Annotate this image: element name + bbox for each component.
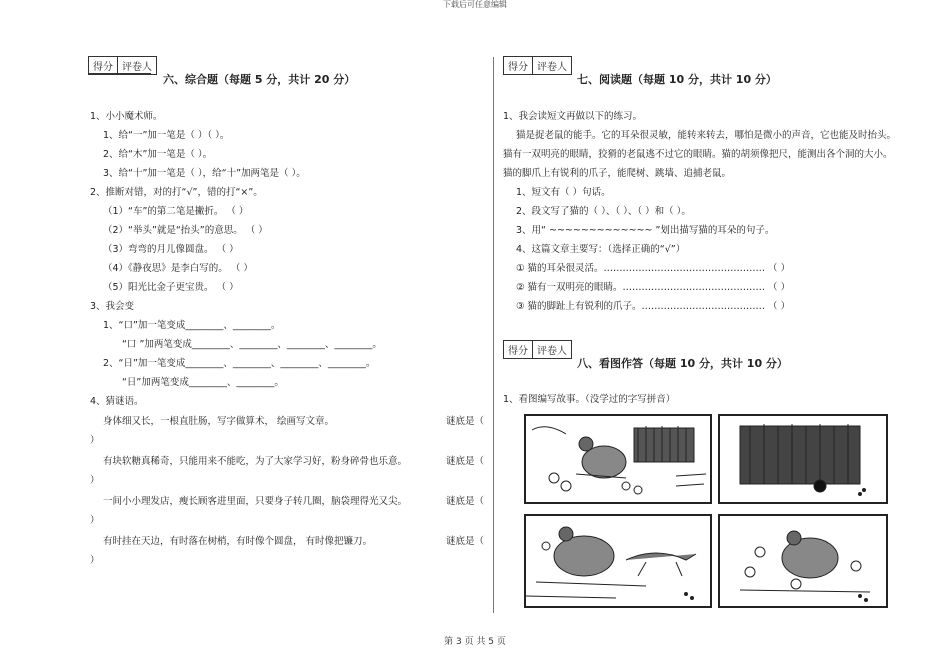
text-line: 3、我会变 xyxy=(90,301,135,312)
text-line: （5）阳光比金子更宝贵。 （ ） xyxy=(103,282,239,293)
grader-label: 评卷人 xyxy=(537,346,567,357)
text-line: 4、这篇文章主要写：（选择正确的“√”） xyxy=(516,244,686,255)
text-line: 4、猜谜语。 xyxy=(90,396,144,407)
text-line: 1、小小魔术师。 xyxy=(90,111,163,122)
text-line: 猫是捉老鼠的能手。它的耳朵很灵敏，能转来转去，哪怕是微小的声音，它也能及时抬头。 xyxy=(516,130,897,141)
text-line: 1、看图编写故事。（没学过的字写拼音） xyxy=(503,394,676,405)
text-line: 2、推断对错，对的打“√”，错的打“×”。 xyxy=(90,187,263,198)
score-label: 得分 xyxy=(504,57,533,74)
text-line: 1、给“一”加一笔是（ ）（ ）。 xyxy=(103,130,230,141)
text-line: 谜底是（ xyxy=(446,536,485,547)
text-line: ③ 猫的脚趾上有锐利的爪子。………………………………… （ ） xyxy=(516,301,791,312)
text-line: （2）“举头”就是“抬头”的意思。 （ ） xyxy=(103,225,268,236)
score-label: 得分 xyxy=(504,341,533,358)
text-line: ） xyxy=(90,555,100,566)
page-footer: 第 3 页 共 5 页 xyxy=(444,637,506,647)
text-line: 3、给“十”加一笔是（ ），给“十”加两笔是（ ）。 xyxy=(103,168,306,179)
text-line: “口 ”加两笔变成________、________、________、________。 xyxy=(122,339,382,350)
text-line: 2、给“木”加一笔是（ ）。 xyxy=(103,149,213,160)
chick-under-fence-illustration xyxy=(720,416,886,502)
hen-and-cat-illustration xyxy=(526,516,710,606)
section-8-title: 八、看图作答（每题 10 分，共计 10 分） xyxy=(577,357,788,370)
text-line: 2、“日”加一笔变成________、________、________、________。 xyxy=(103,358,376,369)
text-line: 3、用“ ~~~~~~~~~~~~~ ”划出描写猫的耳朵的句子。 xyxy=(516,225,775,236)
text-line: 谜底是（ xyxy=(446,496,485,507)
text-line: 1、我会读短文再做以下的练习。 xyxy=(503,111,643,122)
text-line: （1）“车”的第二笔是撇折。 （ ） xyxy=(103,206,249,217)
text-line: ） xyxy=(90,515,100,526)
text-line: 谜底是（ xyxy=(446,416,485,427)
picture-panel-4 xyxy=(718,514,888,608)
score-box-right xyxy=(503,56,572,75)
text-line: ② 猫有一双明亮的眼睛。……………………………………… （ ） xyxy=(516,282,791,293)
picture-panel-3 xyxy=(524,514,712,608)
text-line: 谜底是（ xyxy=(446,456,485,467)
grader-label: 评卷人 xyxy=(122,62,152,73)
score-label: 得分 xyxy=(89,57,118,74)
text-line: “日”加两笔变成________、________。 xyxy=(122,377,284,388)
text-line: 一间小小理发店，瘦长顾客进里面，只要身子转几圈，脑袋理得光又尖。 xyxy=(103,496,408,507)
text-line: 有块软糖真稀奇，只能用来不能吃，为了大家学习好，粉身碎骨也乐意。 xyxy=(103,456,408,467)
text-line: 猫的脚爪上有锐利的爪子，能爬树、跳墙、追捕老鼠。 xyxy=(503,168,732,179)
picture-panel-1 xyxy=(524,414,712,504)
score-box-right-2 xyxy=(503,340,572,359)
grader-label: 评卷人 xyxy=(537,62,567,73)
picture-panel-2 xyxy=(718,414,888,504)
column-divider xyxy=(493,57,494,613)
text-line: 1、“口”加一笔变成________、________。 xyxy=(103,320,281,331)
text-line: （4）《静夜思》是李白写的。 （ ） xyxy=(103,263,253,274)
text-line: 猫有一双明亮的眼睛，狡猾的老鼠逃不过它的眼睛。猫的胡须像把尺，能测出各个洞的大小。 xyxy=(503,149,893,160)
text-line: ） xyxy=(90,475,100,486)
hen-chicks-fence-illustration xyxy=(526,416,710,502)
text-line: 身体细又长，一根直肚肠，写字做算术， 绘画写文章。 xyxy=(103,416,335,427)
header-note: 下载后可任意编辑 xyxy=(443,0,507,9)
section-7-title: 七、阅读题（每题 10 分，共计 10 分） xyxy=(577,73,777,86)
score-underline xyxy=(88,73,151,74)
text-line: ① 猫的耳朵很灵活。…………………………………………… （ ） xyxy=(516,263,791,274)
text-line: 有时挂在天边，有时落在树梢，有时像个圆盘， 有时像把镰刀。 xyxy=(103,536,373,547)
text-line: 2、段文写了猫的（ ）、（ ）、（ ）和（ ）。 xyxy=(516,206,691,217)
text-line: 1、短文有（ ）句话。 xyxy=(516,187,611,198)
hen-with-chicks-illustration xyxy=(720,516,886,606)
text-line: ） xyxy=(90,435,100,446)
section-6-title: 六、综合题（每题 5 分，共计 20 分） xyxy=(163,73,356,86)
text-line: （3）弯弯的月儿像圆盘。 （ ） xyxy=(103,244,239,255)
